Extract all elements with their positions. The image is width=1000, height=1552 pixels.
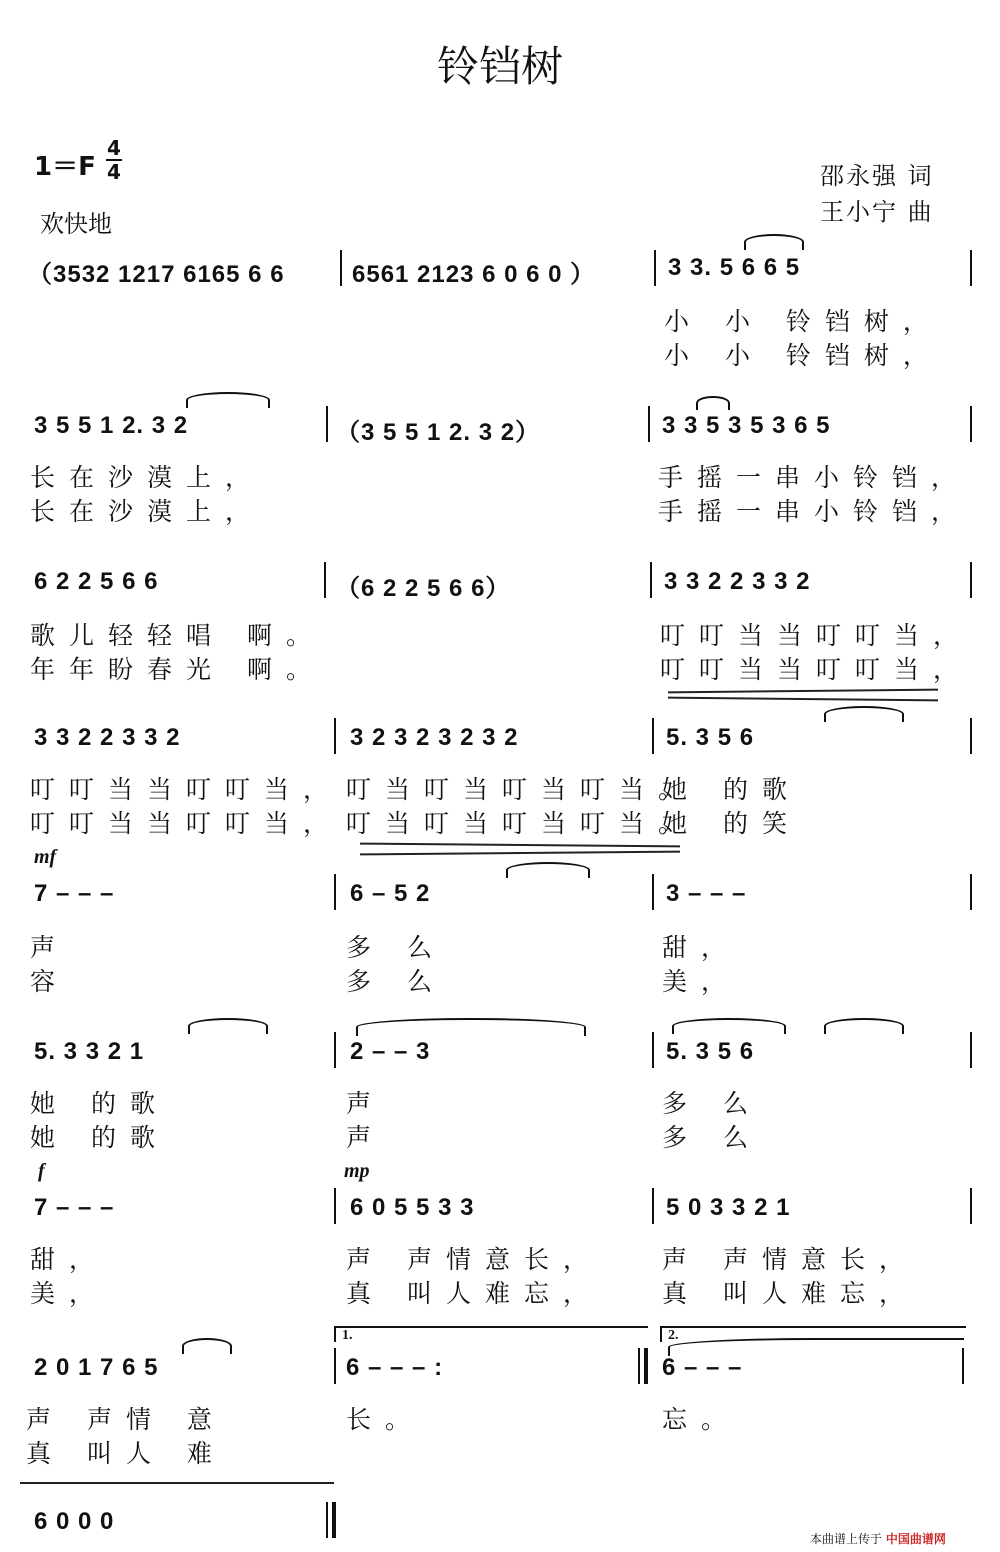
- lyric-verse-2: 容: [30, 967, 70, 996]
- composer-credit: 王小宁 曲: [820, 198, 934, 226]
- slur: [182, 1338, 232, 1354]
- lyric-verse-1: 她 的歌: [30, 1089, 169, 1118]
- lyricist-credit: 邵永强 词: [820, 162, 934, 190]
- bar-line: [970, 562, 972, 598]
- measure-notes: 3 – – –: [666, 880, 747, 907]
- measure-notes: 3 3 2 2 3 3 2: [34, 724, 181, 751]
- upload-credit: 本曲谱上传于 中国曲谱网: [810, 1532, 946, 1546]
- bar-line: [652, 1188, 654, 1224]
- time-signature: 4 4: [107, 136, 121, 184]
- final-bar-line-thick: [332, 1502, 336, 1538]
- site-logo: 中国曲谱网: [885, 1532, 946, 1546]
- page-title: 铃铛树: [436, 42, 563, 91]
- bar-line: [970, 406, 972, 442]
- measure-notes: （6 2 2 5 6 6）: [336, 575, 511, 602]
- lyric-verse-1: 长。: [346, 1405, 425, 1434]
- tie-continuation: [20, 1482, 334, 1484]
- lyric-verse-1: 叮叮当当叮叮当，: [660, 621, 973, 650]
- measure-notes: 5 0 3 3 2 1: [666, 1194, 791, 1221]
- bar-line: [326, 406, 328, 442]
- lyric-verse-1: 她 的歌: [662, 775, 801, 804]
- lyric-verse-1: 小 小 铃铛树，: [664, 307, 942, 336]
- measure-notes: （3532 1217 6165 6 6: [28, 261, 285, 288]
- lyric-verse-2: 长在沙漠上，: [30, 497, 265, 526]
- crescendo-line: [668, 697, 938, 702]
- slur: [824, 706, 904, 722]
- tempo-marking: 欢快地: [40, 210, 112, 238]
- lyric-verse-2: 小 小 铃铛树，: [664, 341, 942, 370]
- lyric-verse-1: 声: [346, 1089, 386, 1118]
- lyric-verse-1: 叮当叮当叮当叮当。: [346, 775, 698, 804]
- lyric-verse-2: 真 叫人难忘，: [346, 1279, 602, 1308]
- measure-notes: 3 5 5 1 2. 3 2: [34, 412, 189, 439]
- lyric-verse-1: 多 么: [662, 1089, 762, 1118]
- repeat-bar-line-thick: [644, 1348, 648, 1384]
- measure-notes: 3 3 5 3 5 3 6 5: [662, 412, 831, 439]
- bar-line: [334, 874, 336, 910]
- decrescendo-line: [360, 843, 680, 848]
- lyric-verse-2: 真 叫人难忘，: [662, 1279, 918, 1308]
- measure-notes: 2 – – 3: [350, 1038, 431, 1065]
- lyric-verse-2: 美，: [30, 1279, 109, 1308]
- final-bar-line: [326, 1502, 328, 1538]
- bar-line: [334, 1348, 336, 1384]
- bar-line: [648, 406, 650, 442]
- slur: [696, 396, 730, 410]
- bar-line: [652, 874, 654, 910]
- lyric-verse-1: 声 声情意长，: [346, 1245, 602, 1274]
- measure-notes: 2 0 1 7 6 5: [34, 1354, 159, 1381]
- dynamic-marking: mp: [344, 1160, 370, 1182]
- lyric-verse-1: 声: [30, 933, 70, 962]
- slur: [186, 392, 270, 408]
- bar-line: [970, 1188, 972, 1224]
- dynamic-marking: f: [38, 1160, 45, 1182]
- bar-line: [652, 718, 654, 754]
- measure-notes: 7 – – –: [34, 1194, 115, 1221]
- slur: [506, 862, 590, 878]
- decrescendo-line: [360, 851, 680, 856]
- measure-notes: 6561 2123 6 0 6 0 ）: [352, 261, 596, 288]
- bar-line: [652, 1032, 654, 1068]
- lyric-verse-1: 忘。: [662, 1405, 741, 1434]
- measure-notes: 6 – 5 2: [350, 880, 431, 907]
- bar-line: [334, 718, 336, 754]
- measure-notes: 3 3. 5 6 6 5: [668, 254, 801, 281]
- lyric-verse-2: 叮叮当当叮叮当，: [30, 809, 343, 838]
- lyric-verse-2: 真 叫人 难: [26, 1439, 226, 1468]
- slur: [356, 1018, 586, 1036]
- lyric-verse-2: 多 么: [662, 1123, 762, 1152]
- lyric-verse-1: 多 么: [346, 933, 446, 962]
- lyric-verse-1: 甜，: [662, 933, 741, 962]
- lyric-verse-1: 歌儿轻轻唱 啊。: [30, 621, 325, 650]
- bar-line: [334, 1188, 336, 1224]
- key-signature: 1＝F: [34, 152, 96, 182]
- repeat-bar-line: [638, 1348, 640, 1384]
- lyric-verse-1: 长在沙漠上，: [30, 463, 265, 492]
- volta-bracket-1: 1.: [334, 1326, 648, 1342]
- lyric-verse-2: 美，: [662, 967, 741, 996]
- crescendo-line: [668, 689, 938, 694]
- lyric-verse-2: 叮叮当当叮叮当，: [660, 655, 973, 684]
- bar-line: [970, 874, 972, 910]
- lyric-verse-1: 叮叮当当叮叮当，: [30, 775, 343, 804]
- lyric-verse-1: 甜，: [30, 1245, 109, 1274]
- bar-line: [324, 562, 326, 598]
- lyric-verse-2: 手摇一串小铃铛，: [658, 497, 971, 526]
- tie: [668, 1338, 964, 1356]
- measure-notes: 5. 3 5 6: [666, 1038, 755, 1065]
- slur: [672, 1018, 786, 1034]
- slur: [824, 1018, 904, 1034]
- dynamic-marking: mf: [34, 846, 57, 868]
- bar-line: [340, 250, 342, 286]
- lyric-verse-2: 多 么: [346, 967, 446, 996]
- measure-notes: 3 2 3 2 3 2 3 2: [350, 724, 519, 751]
- measure-notes: 6 0 0 0: [34, 1508, 115, 1535]
- bar-line: [650, 562, 652, 598]
- lyric-verse-1: 声 声情意长，: [662, 1245, 918, 1274]
- bar-line: [970, 250, 972, 286]
- volta-bracket-2: 2.: [660, 1326, 966, 1342]
- lyric-verse-2: 她 的笑: [662, 809, 801, 838]
- lyric-verse-2: 她 的歌: [30, 1123, 169, 1152]
- bar-line: [970, 1032, 972, 1068]
- bar-line: [654, 250, 656, 286]
- slur: [744, 234, 804, 250]
- measure-notes: 5. 3 3 2 1: [34, 1038, 145, 1065]
- measure-notes: 5. 3 5 6: [666, 724, 755, 751]
- measure-notes: 6 2 2 5 6 6: [34, 568, 159, 595]
- lyric-verse-2: 声: [346, 1123, 386, 1152]
- lyric-verse-1: 手摇一串小铃铛，: [658, 463, 971, 492]
- bar-line: [970, 718, 972, 754]
- measure-notes: 3 3 2 2 3 3 2: [664, 568, 811, 595]
- lyric-verse-2: 叮当叮当叮当叮当。: [346, 809, 698, 838]
- measure-notes: 7 – – –: [34, 880, 115, 907]
- measure-notes: 6 – – – :: [346, 1354, 444, 1381]
- slur: [188, 1018, 268, 1034]
- lyric-verse-2: 年年盼春光 啊。: [30, 655, 325, 684]
- lyric-verse-1: 声 声情 意: [26, 1405, 226, 1434]
- bar-line: [334, 1032, 336, 1068]
- measure-notes: 6 – – –: [662, 1354, 743, 1381]
- measure-notes: （3 5 5 1 2. 3 2）: [336, 419, 541, 446]
- measure-notes: 6 0 5 5 3 3: [350, 1194, 475, 1221]
